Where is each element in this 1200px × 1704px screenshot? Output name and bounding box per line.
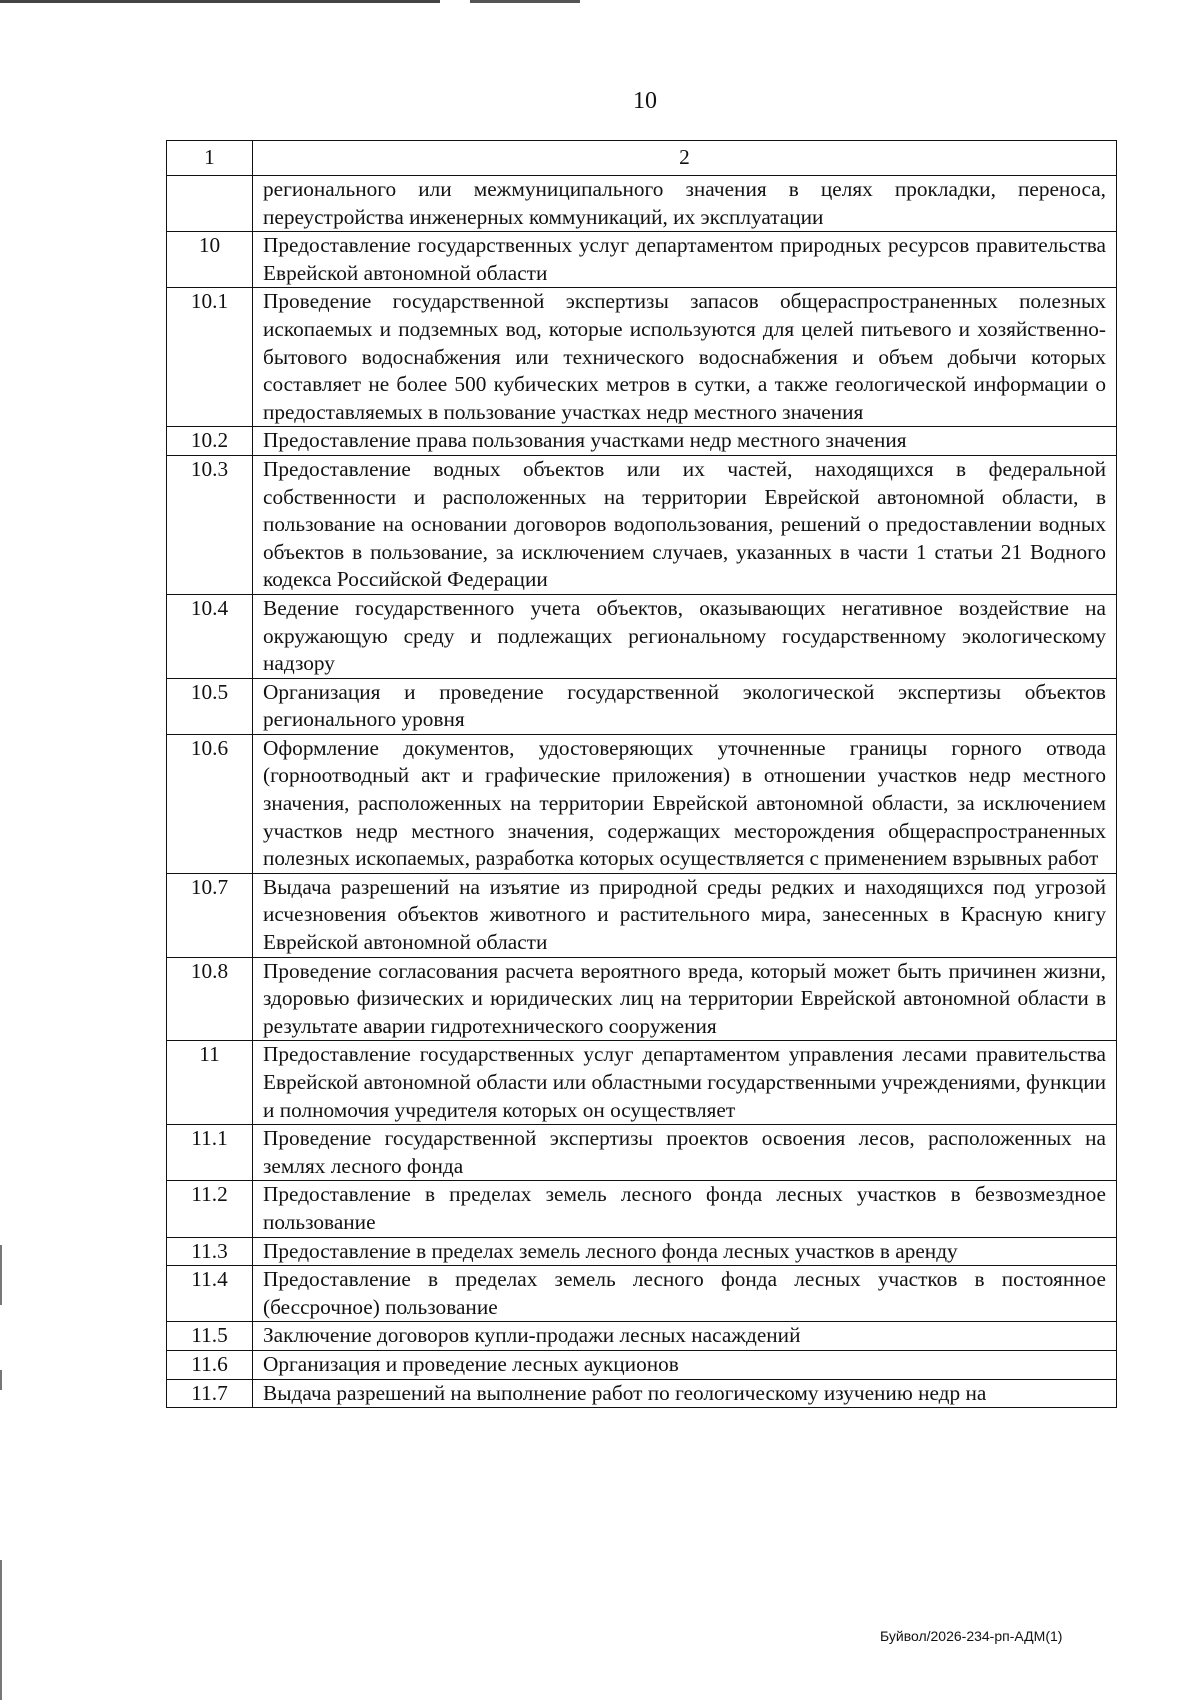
row-number [167,176,253,232]
table-row [167,1041,1117,1125]
row-number: 11.2 [167,1181,253,1237]
row-number: 11 [167,1041,253,1125]
table-row [167,1322,1117,1351]
row-text: Проведение государственной экспертизы запасов общераспространенных полезных ископаемых и подземных вод, которые используются для целей питьевого и хозяйственно-бытового водоснабжения или технического водоснабжения и объем добычи которых составляет не более 500 кубических метров в сутки, а также геологической информации о предоставляемых в пользование участках недр местного значения [253,288,1117,427]
row-number: 11.3 [167,1237,253,1266]
row-number: 11.4 [167,1266,253,1322]
header-cell-number: 1 [167,141,253,176]
row-text: Ведение государственного учета объектов, оказывающих негативное воздействие на окружающую среду и подлежащих региональному государственному экологическому надзору [253,594,1117,678]
table-row [167,288,1117,427]
row-number: 11.1 [167,1125,253,1181]
scan-edge-mark [0,1560,2,1700]
table-row [167,455,1117,594]
row-number: 10.4 [167,594,253,678]
table-row [167,1266,1117,1322]
table-header-row [167,141,1117,176]
scan-edge-mark [0,1370,2,1390]
table-row [167,957,1117,1041]
services-table [166,140,1117,1408]
table-row [167,427,1117,456]
table-row [167,734,1117,873]
row-number: 10.2 [167,427,253,456]
row-text: Предоставление водных объектов или их частей, находящихся в федеральной собственности и расположенных на территории Еврейской автономной области, в пользование на основании договоров водопользования, решений о предоставлении водных объектов в пользование, за исключением случаев, указанных в части 1 статьи 21 Водного кодекса Российской Федерации [253,455,1117,594]
row-text: Проведение государственной экспертизы проектов освоения лесов, расположенных на землях лесного фонда [253,1125,1117,1181]
row-text: Предоставление в пределах земель лесного фонда лесных участков в безвозмездное пользование [253,1181,1117,1237]
row-text: Предоставление в пределах земель лесного фонда лесных участков в постоянное (бессрочное) пользование [253,1266,1117,1322]
row-text: Оформление документов, удостоверяющих уточненные границы горного отвода (горноотводный акт и графические приложения) в отношении участков недр местного значения, расположенных на территории Еврейской автономной области, за исключением участков недр местного значения, содержащих месторождения общераспространенных полезных ископаемых, разработка которых осуществляется с применением взрывных работ [253,734,1117,873]
row-number: 11.7 [167,1379,253,1408]
table-row [167,873,1117,957]
row-text: Предоставление в пределах земель лесного фонда лесных участков в аренду [253,1237,1117,1266]
row-text: регионального или межмуниципального значения в целях прокладки, переноса, переустройства инженерных коммуникаций, их эксплуатации [253,176,1117,232]
table-row [167,1181,1117,1237]
row-number: 10 [167,232,253,288]
row-text: Выдача разрешений на изъятие из природной среды редких и находящихся под угрозой исчезновения объектов животного и растительного мира, занесенных в Красную книгу Еврейской автономной области [253,873,1117,957]
table-row [167,594,1117,678]
table-row [167,1125,1117,1181]
row-number: 10.3 [167,455,253,594]
row-number: 10.1 [167,288,253,427]
table-row [167,232,1117,288]
row-number: 11.6 [167,1350,253,1379]
row-text: Организация и проведение государственной экологической экспертизы объектов регионального уровня [253,678,1117,734]
row-text: Предоставление права пользования участками недр местного значения [253,427,1117,456]
page-number: 10 [633,88,657,114]
scan-top-edge [0,0,1200,3]
row-number: 10.7 [167,873,253,957]
row-text: Организация и проведение лесных аукционов [253,1350,1117,1379]
header-cell-text: 2 [253,141,1117,176]
table-row [167,1379,1117,1408]
row-text: Проведение согласования расчета вероятного вреда, который может быть причинен жизни, здоровью физических и юридических лиц на территории Еврейской автономной области в результате аварии гидротехнического сооружения [253,957,1117,1041]
table-row [167,176,1117,232]
row-text: Заключение договоров купли-продажи лесных насаждений [253,1322,1117,1351]
row-number: 10.5 [167,678,253,734]
table-row [167,1237,1117,1266]
table-row [167,1350,1117,1379]
row-text: Выдача разрешений на выполнение работ по геологическому изучению недр на [253,1379,1117,1408]
table-body [167,141,1117,1408]
table-row [167,678,1117,734]
row-text: Предоставление государственных услуг департаментом управления лесами правительства Еврейской автономной области или областными государственными учреждениями, функции и полномочия учредителя которых он осуществляет [253,1041,1117,1125]
row-number: 10.6 [167,734,253,873]
row-number: 11.5 [167,1322,253,1351]
document-code: Буйвол/2026-234-рп-АДМ(1) [880,1628,1063,1644]
row-number: 10.8 [167,957,253,1041]
row-text: Предоставление государственных услуг департаментом природных ресурсов правительства Еврейской автономной области [253,232,1117,288]
scan-edge-mark [0,1245,2,1305]
